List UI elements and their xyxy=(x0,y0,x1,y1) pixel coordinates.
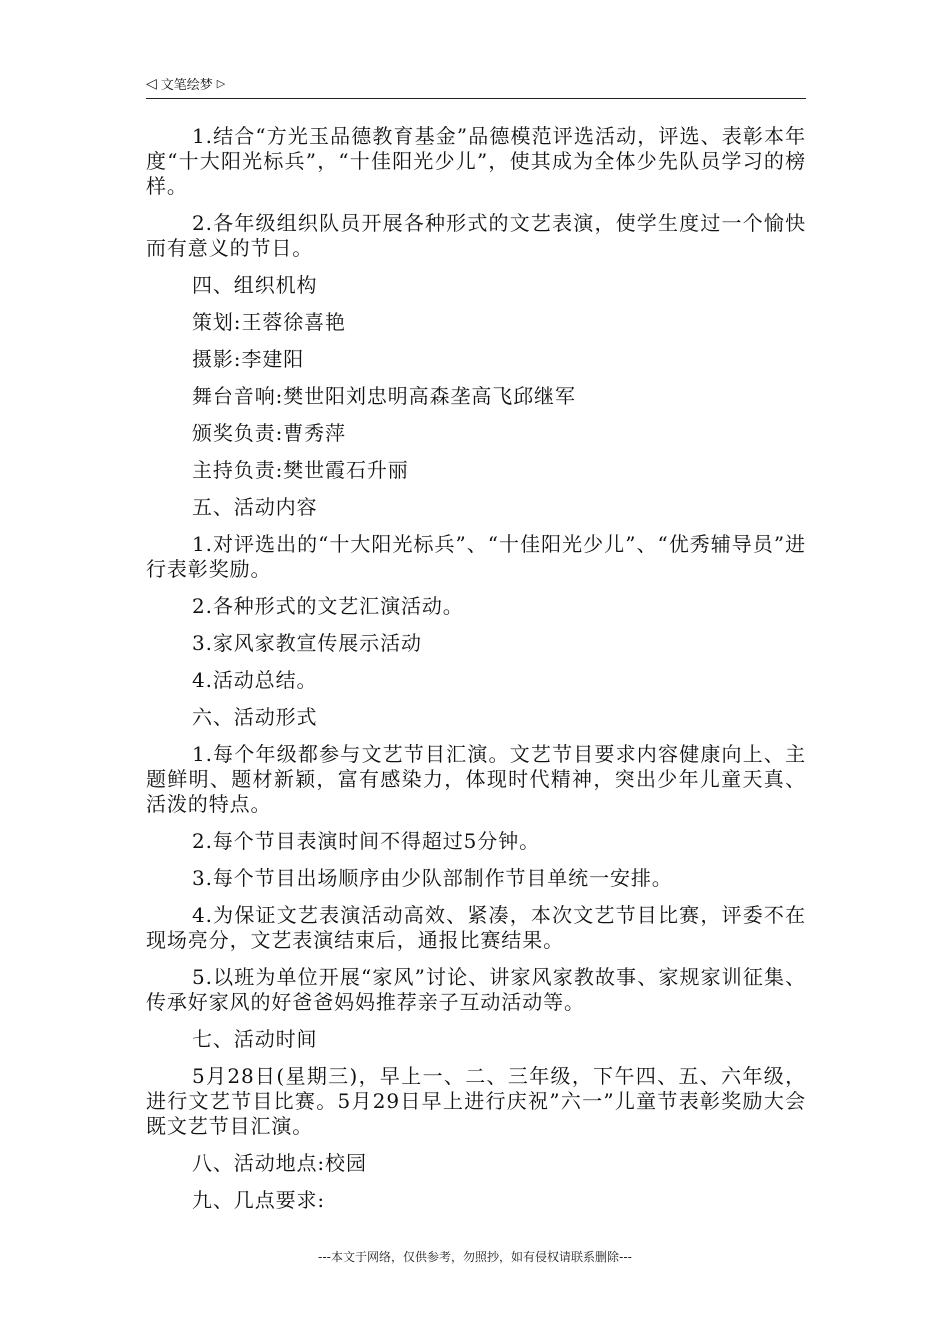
paragraph: 4.活动总结。 xyxy=(192,668,318,692)
section-heading: 五、活动内容 xyxy=(192,495,318,519)
paragraph: 颁奖负责:曹秀萍 xyxy=(192,421,346,445)
paragraph: 1.结合“方光玉品德教育基金”品德模范评选活动，评选、表彰本年度“十大阳光标兵”，“十佳阳光少儿”，使其成为全体少先队员学习的榜样。 xyxy=(146,124,806,198)
brand-label: 文笔绘梦 xyxy=(160,78,213,93)
header-brand xyxy=(146,74,225,93)
paragraph: 主持负责:樊世霞石升丽 xyxy=(192,458,409,482)
paragraph: 2.各种形式的文艺汇演活动。 xyxy=(192,594,464,618)
paragraph: 3.家风家教宣传展示活动 xyxy=(192,631,422,655)
right-triangle-icon: ▷ xyxy=(216,77,226,90)
paragraph: 1.对评选出的“十大阳光标兵”、“十佳阳光少儿”、“优秀辅导员”进行表彰奖励。 xyxy=(146,532,806,581)
section-heading: 六、活动形式 xyxy=(192,705,318,729)
paragraph: 摄影:李建阳 xyxy=(192,347,305,371)
paragraph: 2.各年级组织队员开展各种形式的文艺表演，使学生度过一个愉快而有意义的节日。 xyxy=(146,211,806,260)
document-body xyxy=(146,124,806,1225)
paragraph: 5月28日(星期三)，早上一、二、三年级，下午四、五、六年级，进行文艺节目比赛。5月29日早上进行庆祝”六一”儿童节表彰奖励大会既文艺节目汇演。 xyxy=(146,1064,806,1138)
section-heading: 四、组织机构 xyxy=(192,273,318,297)
paragraph: 1.每个年级都参与文艺节目汇演。文艺节目要求内容健康向上、主题鲜明、题材新颖，富有感染力，体现时代精神，突出少年儿童天真、活泼的特点。 xyxy=(146,742,806,816)
section-heading: 七、活动时间 xyxy=(192,1027,318,1051)
section-heading: 八、活动地点:校园 xyxy=(192,1151,367,1175)
paragraph: 5.以班为单位开展“家风”讨论、讲家风家教故事、家规家训征集、传承好家风的好爸爸妈妈推荐亲子互动活动等。 xyxy=(146,965,806,1014)
left-triangle-icon: ◁ xyxy=(146,75,157,92)
paragraph: 策划:王蓉徐喜艳 xyxy=(192,310,346,334)
paragraph: 3.每个节目出场顺序由少队部制作节目单统一安排。 xyxy=(192,866,673,890)
paragraph: 2.每个节目表演时间不得超过5分钟。 xyxy=(192,829,541,853)
paragraph: 4.为保证文艺表演活动高效、紧凑，本次文艺节目比赛，评委不在现场亮分，文艺表演结束后，通报比赛结果。 xyxy=(146,903,806,952)
page-header xyxy=(146,72,806,99)
page-footer: ---本文于网络，仅供参考，勿照抄，如有侵权请联系删除--- xyxy=(318,1250,632,1264)
section-heading: 九、几点要求: xyxy=(192,1188,326,1212)
paragraph: 舞台音响:樊世阳刘忠明高森垄高飞邱继军 xyxy=(192,384,576,408)
